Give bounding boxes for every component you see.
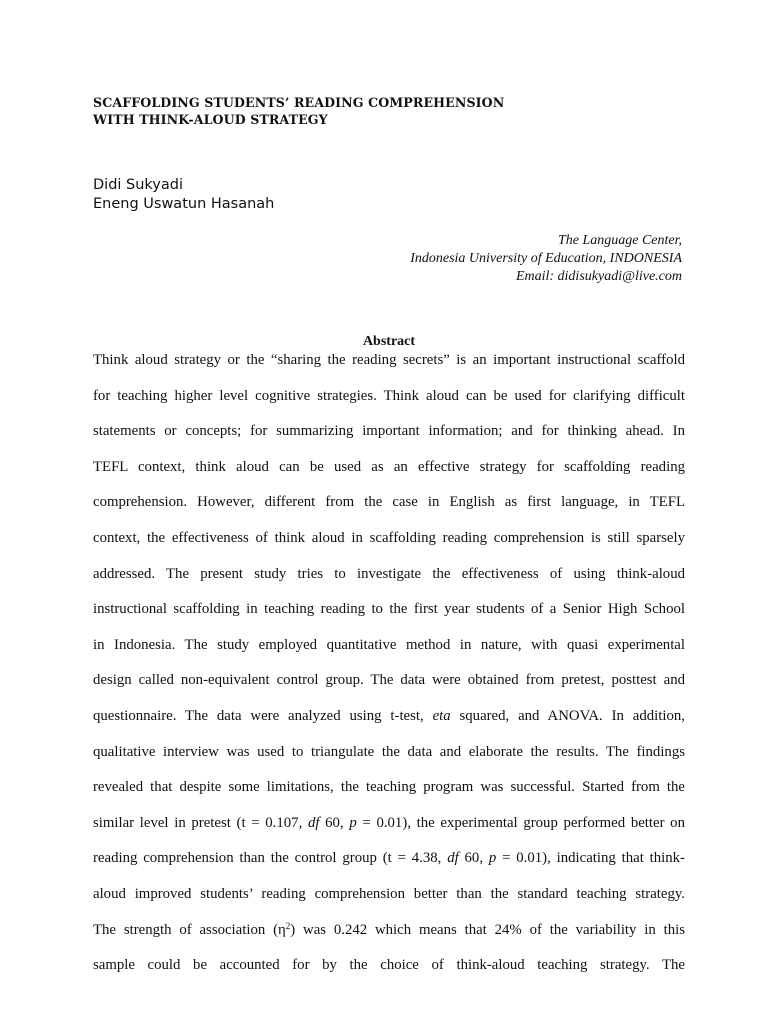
abstract-line: sample could be accounted for by the choice of think-aloud teaching strategy. The — [93, 957, 685, 974]
affiliation-line: Indonesia University of Education, INDONESIA — [410, 251, 682, 266]
abstract-line: aloud improved students’ reading comprehension better than the standard teaching strategy. — [93, 885, 685, 902]
abstract-body — [93, 350, 685, 991]
abstract-line: revealed that despite some limitations, the teaching program was successful. Started from the — [93, 779, 685, 796]
abstract-line: qualitative interview was used to triangulate the data and elaborate the results. The findings — [93, 743, 685, 760]
abstract-line: similar level in pretest (t = 0.107, df 60, p = 0.01), the experimental group performed better on — [93, 814, 685, 831]
title-line-1: SCAFFOLDING STUDENTS’ READING COMPREHENSION — [93, 95, 505, 110]
abstract-line: questionnaire. The data were analyzed using t-test, eta squared, and ANOVA. In addition, — [93, 707, 685, 724]
abstract-line: context, the effectiveness of think aloud in scaffolding reading comprehension is still sparsely — [93, 529, 685, 546]
abstract-line: design called non-equivalent control group. The data were obtained from pretest, posttest and — [93, 672, 685, 689]
paper-title — [93, 94, 504, 128]
abstract-line: instructional scaffolding in teaching reading to the first year students of a Senior High School — [93, 601, 685, 618]
abstract-line: in Indonesia. The study employed quantitative method in nature, with quasi experimental — [93, 636, 685, 653]
abstract-line: Think aloud strategy or the “sharing the reading secrets” is an important instructional scaffold — [93, 352, 685, 368]
affiliation-line: The Language Center, — [557, 233, 682, 248]
abstract-line: comprehension. However, different from the case in English as first language, in TEFL — [93, 494, 685, 511]
email-line: Email: didisukyadi@live.com — [515, 269, 682, 284]
abstract-line: statements or concepts; for summarizing important information; and for thinking ahead. In — [93, 423, 685, 440]
abstract-line: The strength of association $(\eta^2)$ was 0.242 which means that 24% of the variability in this — [93, 920, 685, 938]
author-name: Didi Sukyadi — [93, 177, 184, 193]
abstract-line: reading comprehension than the control group (t = 4.38, df 60, p = 0.01), indicating that think- — [93, 850, 685, 867]
author-name: Eneng Uswatun Hasanah — [93, 196, 275, 212]
title-line-2: WITH THINK-ALOUD STRATEGY — [93, 112, 328, 127]
abstract-line: for teaching higher level cognitive strategies. Think aloud can be used for clarifying difficult — [93, 387, 685, 404]
author-list — [93, 176, 274, 214]
abstract-line: addressed. The present study tries to investigate the effectiveness of using think-aloud — [93, 565, 685, 582]
abstract-line: TEFL context, think aloud can be used as an effective strategy for scaffolding reading — [93, 458, 685, 475]
abstract-heading: Abstract — [362, 334, 416, 349]
affiliation-block — [410, 232, 682, 286]
